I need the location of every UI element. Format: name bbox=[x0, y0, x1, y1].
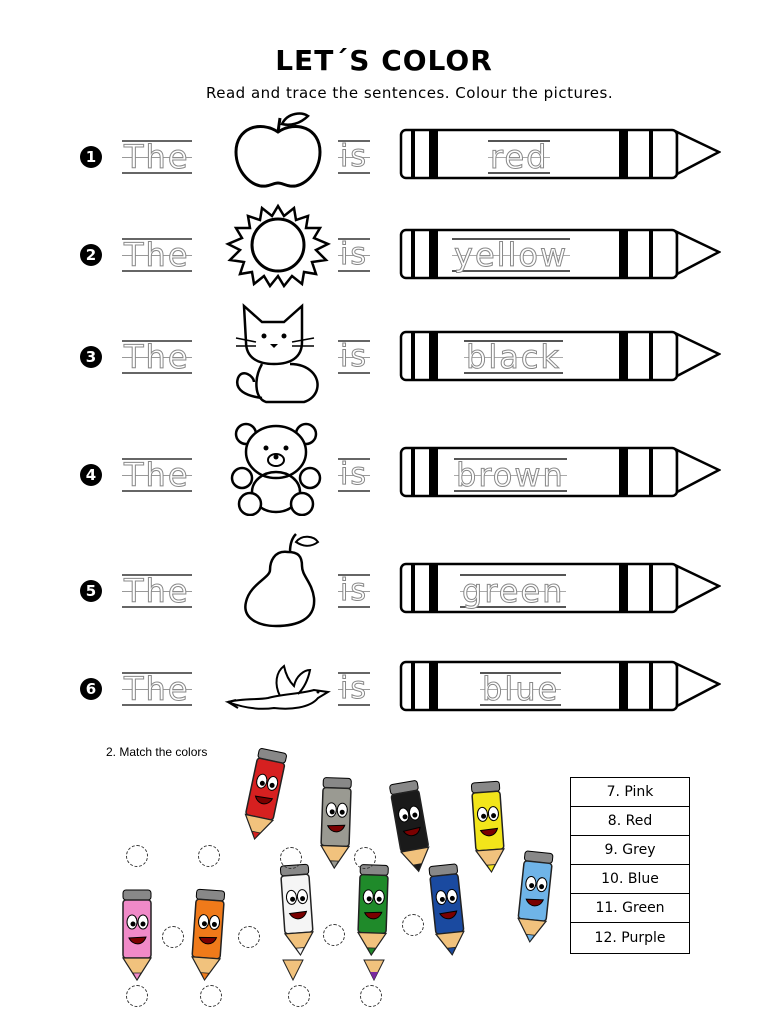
pencil-tip-1 bbox=[283, 960, 303, 980]
answer-circle[interactable] bbox=[162, 926, 184, 948]
option-blue: 10. Blue bbox=[571, 865, 690, 894]
blue-pencil bbox=[429, 864, 466, 956]
trace-the-4: The bbox=[124, 456, 190, 494]
row-number-4: 4 bbox=[80, 464, 102, 486]
trace-color-word-6: blue bbox=[482, 670, 560, 708]
trace-is-6: is bbox=[340, 671, 368, 706]
row-number-6: 6 bbox=[80, 678, 102, 700]
instruction-text: Read and trace the sentences. Colour the pictures. bbox=[206, 84, 614, 102]
trace-the-5: The bbox=[124, 572, 190, 610]
row-number-3: 3 bbox=[80, 346, 102, 368]
answer-circle[interactable] bbox=[280, 847, 302, 869]
row-number-2: 2 bbox=[80, 244, 102, 266]
grey-pencil bbox=[320, 778, 351, 869]
trace-the-3: The bbox=[124, 338, 190, 376]
orange-pencil bbox=[191, 889, 225, 981]
option-pink: 7. Pink bbox=[571, 778, 690, 807]
trace-color-word-3: black bbox=[466, 338, 561, 376]
black-pencil bbox=[389, 780, 432, 873]
trace-color-word-1: red bbox=[490, 138, 549, 176]
answer-circle[interactable] bbox=[323, 924, 345, 946]
trace-the-6: The bbox=[124, 670, 190, 708]
yellow-pencil bbox=[471, 781, 505, 873]
answer-circle[interactable] bbox=[288, 985, 310, 1007]
answer-circle[interactable] bbox=[200, 985, 222, 1007]
trace-color-word-4: brown bbox=[456, 456, 565, 494]
answer-circle[interactable] bbox=[360, 985, 382, 1007]
white-pencil bbox=[280, 864, 314, 956]
answer-circle[interactable] bbox=[126, 985, 148, 1007]
worksheet-title: LET´S COLOR bbox=[275, 44, 493, 77]
answer-circle[interactable] bbox=[354, 847, 376, 869]
purple-tip bbox=[370, 972, 378, 980]
trace-color-word-2: yellow bbox=[454, 236, 569, 274]
trace-color-word-5: green bbox=[462, 572, 565, 610]
option-grey: 9. Grey bbox=[571, 836, 690, 865]
red-pencil bbox=[241, 748, 287, 842]
light-blue-pencil bbox=[516, 851, 553, 943]
answer-circle[interactable] bbox=[402, 914, 424, 936]
row-number-1: 1 bbox=[80, 146, 102, 168]
trace-is-1: is bbox=[340, 139, 368, 174]
trace-the-1: The bbox=[124, 138, 190, 176]
trace-is-3: is bbox=[340, 339, 368, 374]
green-pencil bbox=[357, 865, 388, 956]
pink-pencil bbox=[123, 890, 151, 980]
trace-the-2: The bbox=[124, 236, 190, 274]
answer-circle[interactable] bbox=[198, 845, 220, 867]
match-heading: 2. Match the colors bbox=[106, 745, 208, 759]
option-purple: 12. Purple bbox=[571, 923, 690, 954]
row-number-5: 5 bbox=[80, 580, 102, 602]
answer-circle[interactable] bbox=[238, 926, 260, 948]
trace-is-5: is bbox=[340, 573, 368, 608]
option-green: 11. Green bbox=[571, 894, 690, 923]
option-red: 8. Red bbox=[571, 807, 690, 836]
trace-is-4: is bbox=[340, 457, 368, 492]
answer-circle[interactable] bbox=[126, 845, 148, 867]
trace-is-2: is bbox=[340, 237, 368, 272]
